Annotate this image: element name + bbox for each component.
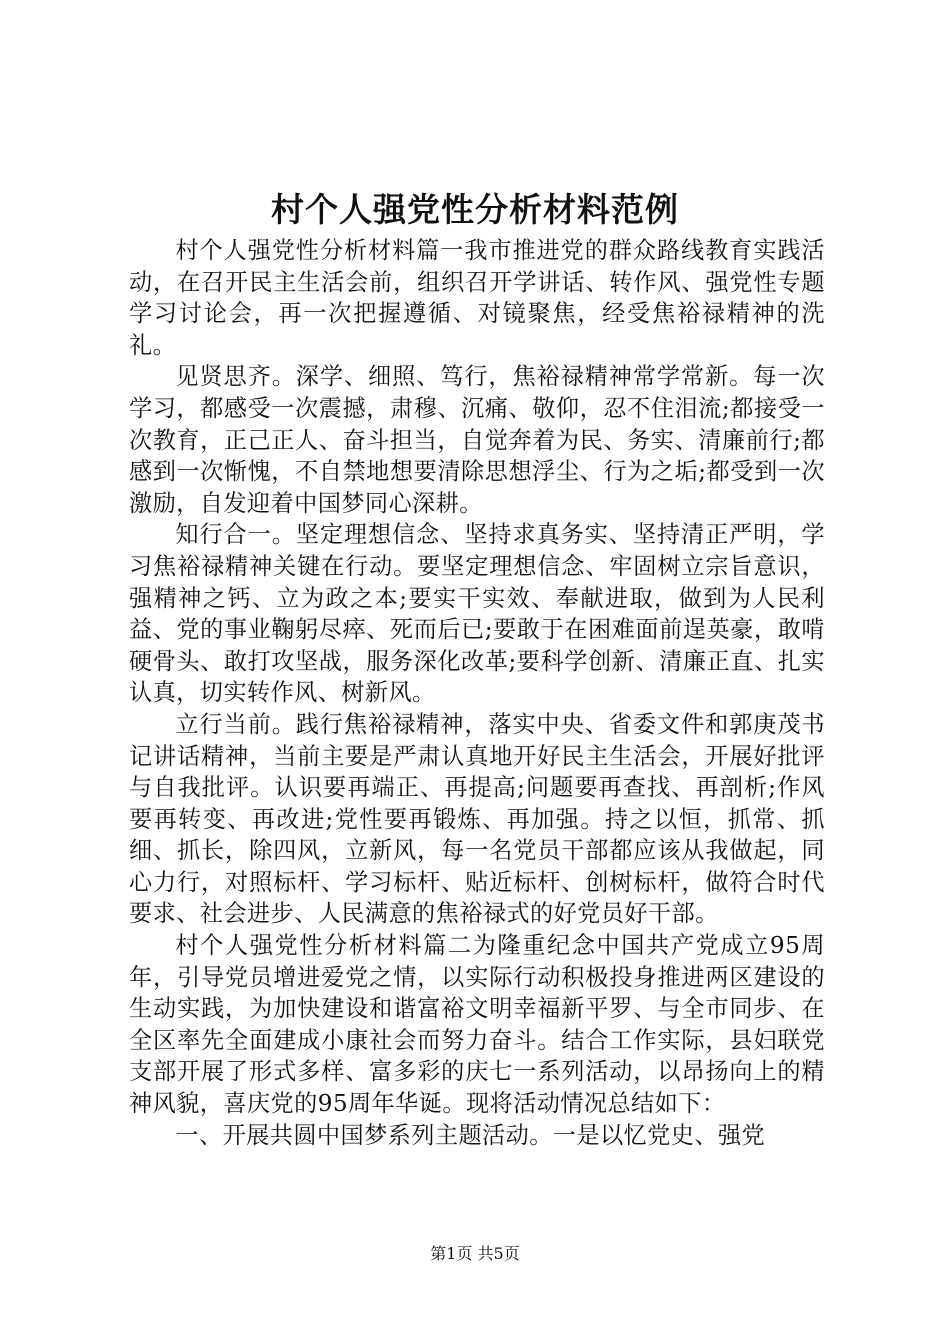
paragraph: 立行当前。践行焦裕禄精神，落实中央、省委文件和郭庚茂书记讲话精神，当前主要是严肃认真地开好民主生活会，开展好批评与自我批评。认识要再端正、再提高;问题要再查找、再剖析;作风要再转变、再改进;党性要再锻炼、再加强。持之以恒，抓常、抓细、抓长，除四风，立新风，每一名党员干部都应该从我做起，同心力行，对照标杆、学习标杆、贴近标杆、创树标杆，做符合时代要求、社会进步、人民满意的焦裕禄式的好党员好干部。 bbox=[129, 710, 825, 928]
page-footer: 第1页 共5页 bbox=[430, 1244, 520, 1263]
document-title: 村个人强党性分析材料范例 bbox=[271, 190, 679, 229]
paragraph: 见贤思齐。深学、细照、笃行，焦裕禄精神常学常新。每一次学习，都感受一次震撼，肃穆、沉痛、敬仰，忍不住泪流;都接受一次教育，正己正人、奋斗担当，自觉奔着为民、务实、清廉前行;都感到一次惭愧，不自禁地想要清除思想浮尘、行为之垢;都受到一次激励，自发迎着中国梦同心深耕。 bbox=[129, 363, 825, 517]
paragraph: 一、开展共圆中国梦系列主题活动。一是以忆党史、强党 bbox=[175, 1121, 766, 1149]
paragraph: 村个人强党性分析材料篇一我市推进党的群众路线教育实践活动，在召开民主生活会前，组织召开学讲话、转作风、强党性专题学习讨论会，再一次把握遵循、对镜聚焦，经受焦裕禄精神的洗礼。 bbox=[129, 237, 825, 359]
paragraph: 知行合一。坚定理想信念、坚持求真务实、坚持清正严明，学习焦裕禄精神关键在行动。要坚定理想信念、牢固树立宗旨意识，强精神之钙、立为政之本;要实干实效、奉献进取，做到为人民利益、党的事业鞠躬尽瘁、死而后已;要敢于在困难面前逞英豪，敢啃硬骨头、敢打攻坚战，服务深化改革;要科学创新、清廉正直、扎实认真，切实转作风、树新风。 bbox=[129, 521, 825, 707]
document-body bbox=[129, 235, 825, 1151]
paragraph: 村个人强党性分析材料篇二为隆重纪念中国共产党成立95周年，引导党员增进爱党之情，以实际行动积极投身推进两区建设的生动实践，为加快建设和谐富裕文明幸福新平罗、与全市同步、在全区率先全面建成小康社会而努力奋斗。结合工作实际，县妇联党支部开展了形式多样、富多彩的庆七一系列活动，以昂扬向上的精神风貌，喜庆党的95周年华诞。现将活动情况总结如下： bbox=[129, 932, 825, 1118]
